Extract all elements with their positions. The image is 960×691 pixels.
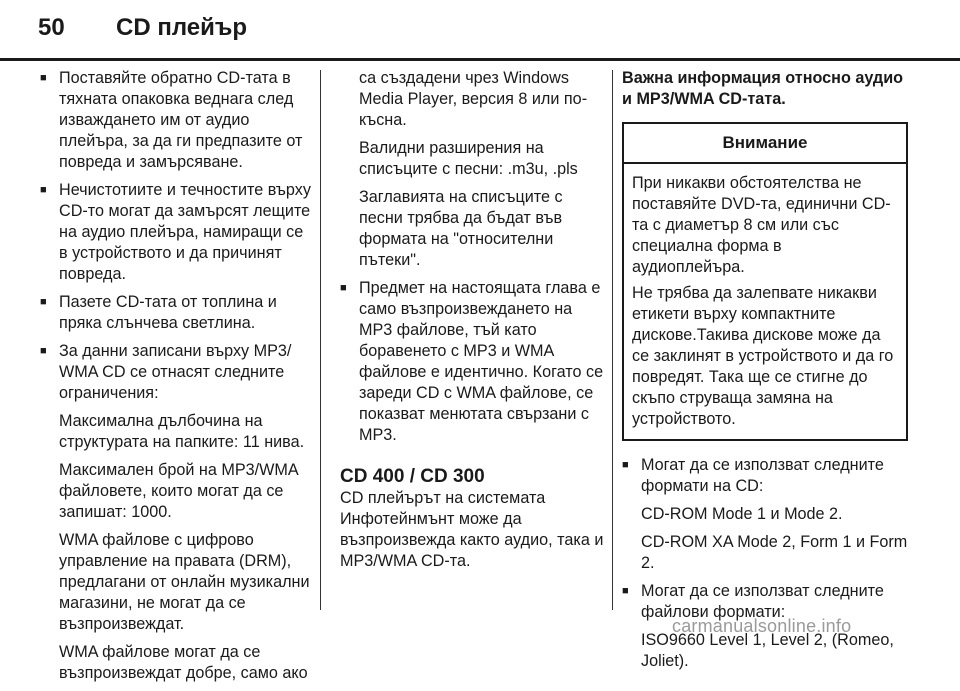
section-heading: CD 400 / CD 300 <box>340 466 485 487</box>
sub-paragraph: Валидни разширения на списъците с песни: .m3u, .pls <box>359 139 578 178</box>
warning-paragraph: Не трябва да залепвате никакви етикети върху компактните дискове.Такива дискове може да се заклинят в устройството и да го повредят. Така ще се стигне до скъпо струваща замяна на устройството. <box>632 284 894 428</box>
column-divider <box>320 70 321 610</box>
bullet-item: ■ За данни записани върху MP3/ WMA CD се отнасят следните ограничения: <box>40 341 312 404</box>
watermark: carmanualsonline.info <box>672 616 852 636</box>
body-paragraph: CD плейърът на системата Инфотейнмънт може да възпроизвежда както аудио, така и MP3/WMA CD-та. <box>340 489 604 570</box>
warning-paragraph: При никакви обстоятелства не поставяйте DVD-та, единични CD-та с диаметър 8 см или със специална форма в аудиоплейъра. <box>632 174 891 276</box>
header-rule <box>0 58 960 61</box>
warning-box <box>622 122 908 441</box>
sub-paragraph: Максимален брой на MP3/WMA файловете, които могат да се запишат: 1000. <box>59 461 298 521</box>
warning-body <box>624 164 906 439</box>
column-middle <box>340 68 608 579</box>
bullet-item: ■ Могат да се използват следните файлови формати: <box>622 581 908 623</box>
sub-paragraph: CD-ROM XA Mode 2, Form 1 и Form 2. <box>641 533 908 572</box>
sub-paragraph: CD-ROM Mode 1 и Mode 2. <box>641 505 843 523</box>
sub-paragraph: са създадени чрез Windows Media Player, версия 8 или по-късна. <box>359 69 588 129</box>
column-left <box>40 68 312 691</box>
page-number: 50 <box>38 14 65 41</box>
bullet-item: ■ Пазете CD-тата от топлина и пряка слънчева светлина. <box>40 292 312 334</box>
sub-paragraph: WMA файлове могат да се възпроизвеждат добре, само ако <box>59 643 308 682</box>
warning-title: Внимание <box>624 124 906 164</box>
bullet-item: ■ Предмет на настоящата глава е само възпроизвеждането на MP3 файлове, тъй като боравенето с MP3 и WMA файлове е идентично. Когато се зареди CD с WMA файлове, се показват менютата свързани с MP3. <box>340 278 608 446</box>
column-right <box>622 68 908 679</box>
bullet-item: ■ Могат да се използват следните формати на CD: <box>622 455 908 497</box>
bullet-item: ■ Нечистотиите и течностите върху CD-то могат да замърсят лещите на аудио плейъра, намиращи се в устройството и да причинят повреда. <box>40 180 312 285</box>
sub-paragraph: Заглавията на списъците с песни трябва да бъдат във формата на "относителни пътеки". <box>359 188 563 269</box>
page-title: CD плейър <box>116 14 248 41</box>
bold-intro: Важна информация относно аудио и MP3/WMA CD-тата. <box>622 69 904 108</box>
sub-paragraph: Максимална дълбочина на структурата на папките: 11 нива. <box>59 412 305 451</box>
sub-paragraph: ISO9660 Level 1, Level 2, (Romeo, Joliet). <box>641 631 894 670</box>
page-header <box>0 0 960 58</box>
column-divider <box>612 70 613 610</box>
bullet-item: ■ Поставяйте обратно CD-тата в тяхната опаковка веднага след изваждането им от аудио плейъра, за да ги предпазите от повреда и замърсяване. <box>40 68 312 173</box>
sub-paragraph: WMA файлове с цифрово управление на правата (DRM), предлагани от онлайн музикални магазини, не могат да се възпроизвеждат. <box>59 531 310 633</box>
